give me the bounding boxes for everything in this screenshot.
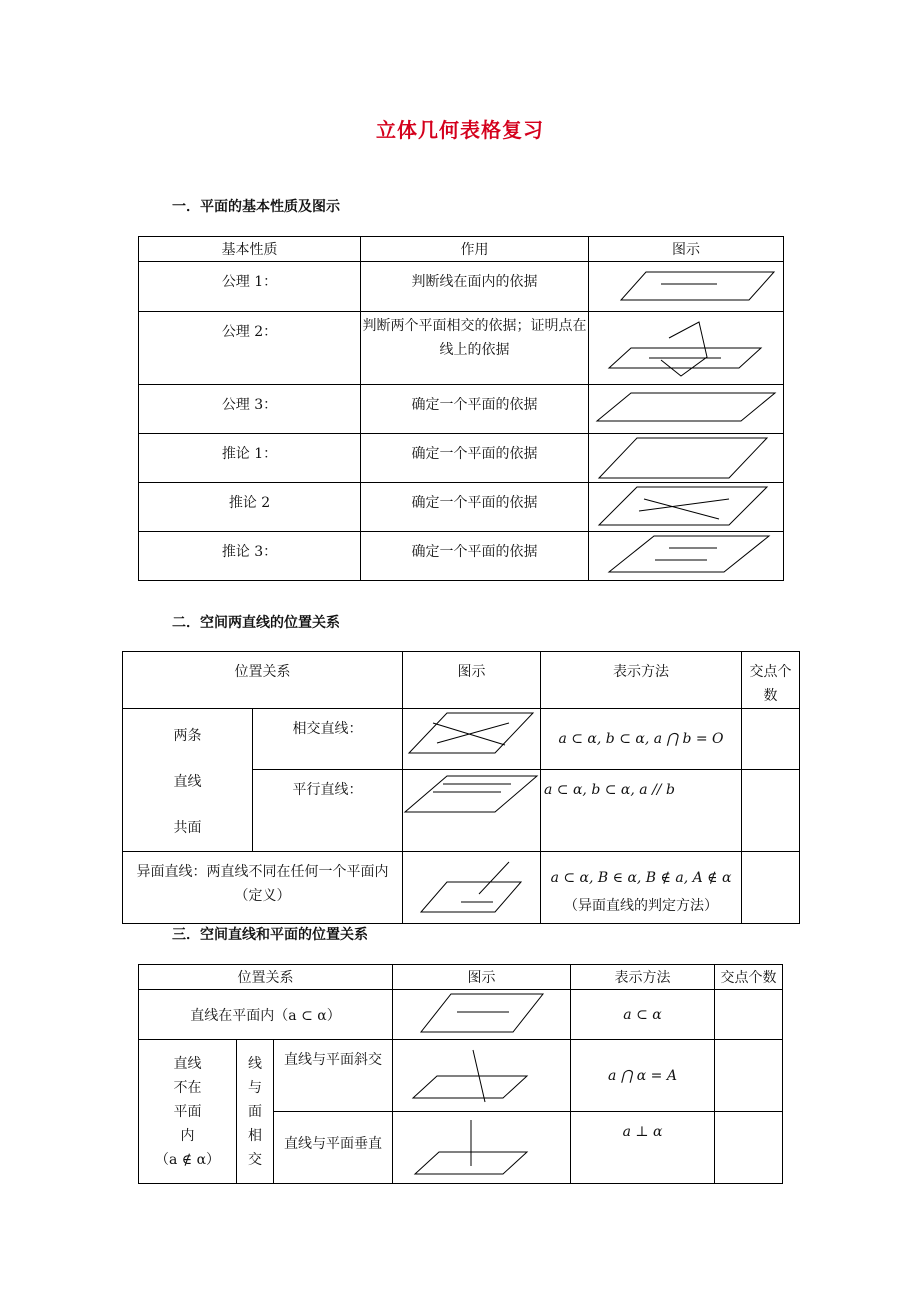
parallel-label: 平行直线： <box>253 769 403 851</box>
parallel-count <box>742 769 800 851</box>
skew-label: 异面直线：两直线不同在任何一个平面内（定义） <box>123 852 403 924</box>
row-property: 公理 1： <box>139 262 361 312</box>
header-intersections: 交点个数 <box>742 652 800 709</box>
header-notation: 表示方法 <box>541 652 742 709</box>
figure-corollary2 <box>589 483 784 532</box>
figure-corollary1 <box>589 434 784 483</box>
not-in-plane-group: 直线 不在 平面 内 （a ∉ α） <box>139 1040 237 1184</box>
perp-label: 直线与平面垂直 <box>274 1112 393 1184</box>
figure-intersecting-lines <box>403 709 541 770</box>
figure-oblique-line <box>393 1040 571 1112</box>
perp-formula: a ⊥ α <box>571 1112 715 1184</box>
figure-line-in-plane <box>393 990 571 1040</box>
header-intersections: 交点个数 <box>715 965 783 990</box>
intersect-label: 相交直线： <box>253 709 403 770</box>
row-property: 推论 1： <box>139 434 361 483</box>
header-figure: 图示 <box>589 237 784 262</box>
row-use: 判断两个平面相交的依据；证明点在线上的依据 <box>361 312 589 385</box>
in-plane-count <box>715 990 783 1040</box>
row-property: 推论 3： <box>139 532 361 581</box>
section1-table <box>138 236 784 581</box>
header-relation: 位置关系 <box>139 965 393 990</box>
row-use: 确定一个平面的依据 <box>361 532 589 581</box>
section1-heading: 一．平面的基本性质及图示 <box>172 199 340 215</box>
in-plane-label: 直线在平面内（a ⊂ α） <box>139 990 393 1040</box>
figure-axiom1 <box>589 262 784 312</box>
in-plane-formula: a ⊂ α <box>571 990 715 1040</box>
figure-axiom3 <box>589 385 784 434</box>
skew-formula: a ⊂ α, B ∈ α, B ∉ a, A ∉ α （异面直线的判定方法） <box>541 852 742 924</box>
row-use: 确定一个平面的依据 <box>361 483 589 532</box>
header-relation: 位置关系 <box>123 652 403 709</box>
section2-heading: 二．空间两直线的位置关系 <box>172 615 340 631</box>
intersect-count <box>742 709 800 770</box>
intersect-group: 线 与 面 相 交 <box>237 1040 274 1184</box>
row-property: 推论 2 <box>139 483 361 532</box>
row-property: 公理 2： <box>139 312 361 385</box>
figure-corollary3 <box>589 532 784 581</box>
row-use: 确定一个平面的依据 <box>361 385 589 434</box>
section3-table <box>138 964 783 1184</box>
row-property: 公理 3： <box>139 385 361 434</box>
header-figure: 图示 <box>403 652 541 709</box>
parallel-formula: a ⊂ α, b ⊂ α, a // b <box>541 769 742 851</box>
figure-parallel-lines <box>403 769 541 851</box>
section2-table <box>122 651 800 924</box>
figure-perpendicular-line <box>393 1112 571 1184</box>
oblique-count <box>715 1040 783 1112</box>
skew-count <box>742 852 800 924</box>
oblique-formula: a ⋂ α = A <box>571 1040 715 1112</box>
figure-skew-lines <box>403 852 541 924</box>
header-figure: 图示 <box>393 965 571 990</box>
row-use: 判断线在面内的依据 <box>361 262 589 312</box>
row-use: 确定一个平面的依据 <box>361 434 589 483</box>
header-property: 基本性质 <box>139 237 361 262</box>
page-title: 立体几何表格复习 <box>376 118 544 142</box>
section3-heading: 三．空间直线和平面的位置关系 <box>172 927 368 943</box>
header-use: 作用 <box>361 237 589 262</box>
coplanar-group: 两条 直线 共面 <box>123 709 253 852</box>
perp-count <box>715 1112 783 1184</box>
figure-axiom2 <box>589 312 784 385</box>
oblique-label: 直线与平面斜交 <box>274 1040 393 1112</box>
intersect-formula: a ⊂ α, b ⊂ α, a ⋂ b = O <box>541 709 742 770</box>
header-notation: 表示方法 <box>571 965 715 990</box>
